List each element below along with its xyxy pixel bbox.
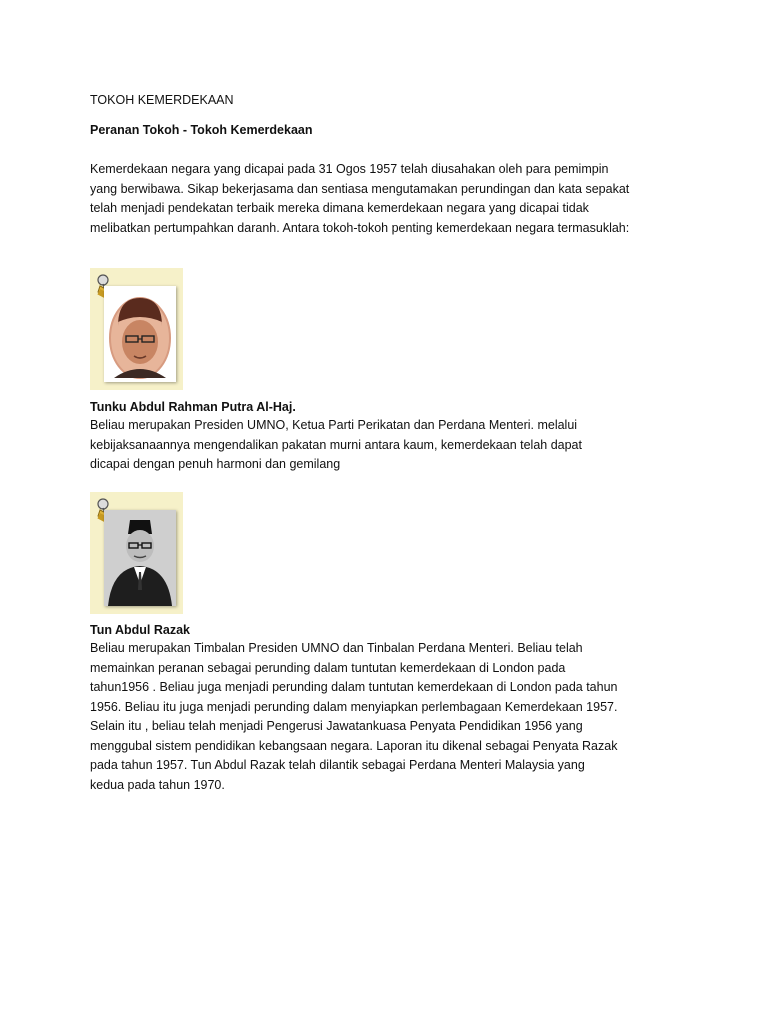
figure-name-2: Tun Abdul Razak [90,623,190,637]
figure-name-1: Tunku Abdul Rahman Putra Al-Haj. [90,400,296,414]
portrait-razak-photo [104,510,176,606]
intro-paragraph: Kemerdekaan negara yang dicapai pada 31 Ogos 1957 telah diusahakan oleh para pemimpin yang berwibawa. Sikap bekerjasama dan sentiasa mengutamakan perundingan dan kata sepakat telah menjadi pendekatan terbaik mereka dimana kemerdekaan negara yang dicapai tidak melibatkan pertumpahkan daranh. Antara tokoh-tokoh penting kemerdekaan negara termasuklah: [90,162,630,235]
figure-desc-2: Beliau merupakan Timbalan Presiden UMNO dan Tinbalan Perdana Menteri. Beliau telah memainkan peranan sebagai perunding dalam tuntutan kemerdekaan di London pada tahun1956 . Beliau juga menjadi perunding dalam tuntutan kemerdekaan di London pada tahun 1956. Beliau itu juga menjadi perunding dalam menyiapkan perlembagaan Kemerdekaan 1957. Selain itu , beliau telah menjadi Pengerusi Jawatankuasa Penyata Pendidikan 1956 yang menggubal sistem pendidikan kebangsaan negara. Laporan itu dikenal sebagai Penyata Razak pada tahun 1957. Tun Abdul Razak telah dilantik sebagai Perdana Menteri Malaysia yang kedua pada tahun 1970. [90,641,618,792]
photo-frame-1 [90,268,183,390]
doc-title: TOKOH KEMERDEKAAN [90,93,234,107]
photo-frame-2 [90,492,183,614]
subtitle: Peranan Tokoh - Tokoh Kemerdekaan [90,123,313,137]
portrait-tunku-photo [104,286,176,382]
figure-desc-1: Beliau merupakan Presiden UMNO, Ketua Parti Perikatan dan Perdana Menteri. melalui kebijaksanaannya mengendalikan pakatan murni antara kaum, kemerdekaan telah dapat dicapai dengan penuh harmoni dan gemilang [90,418,582,471]
